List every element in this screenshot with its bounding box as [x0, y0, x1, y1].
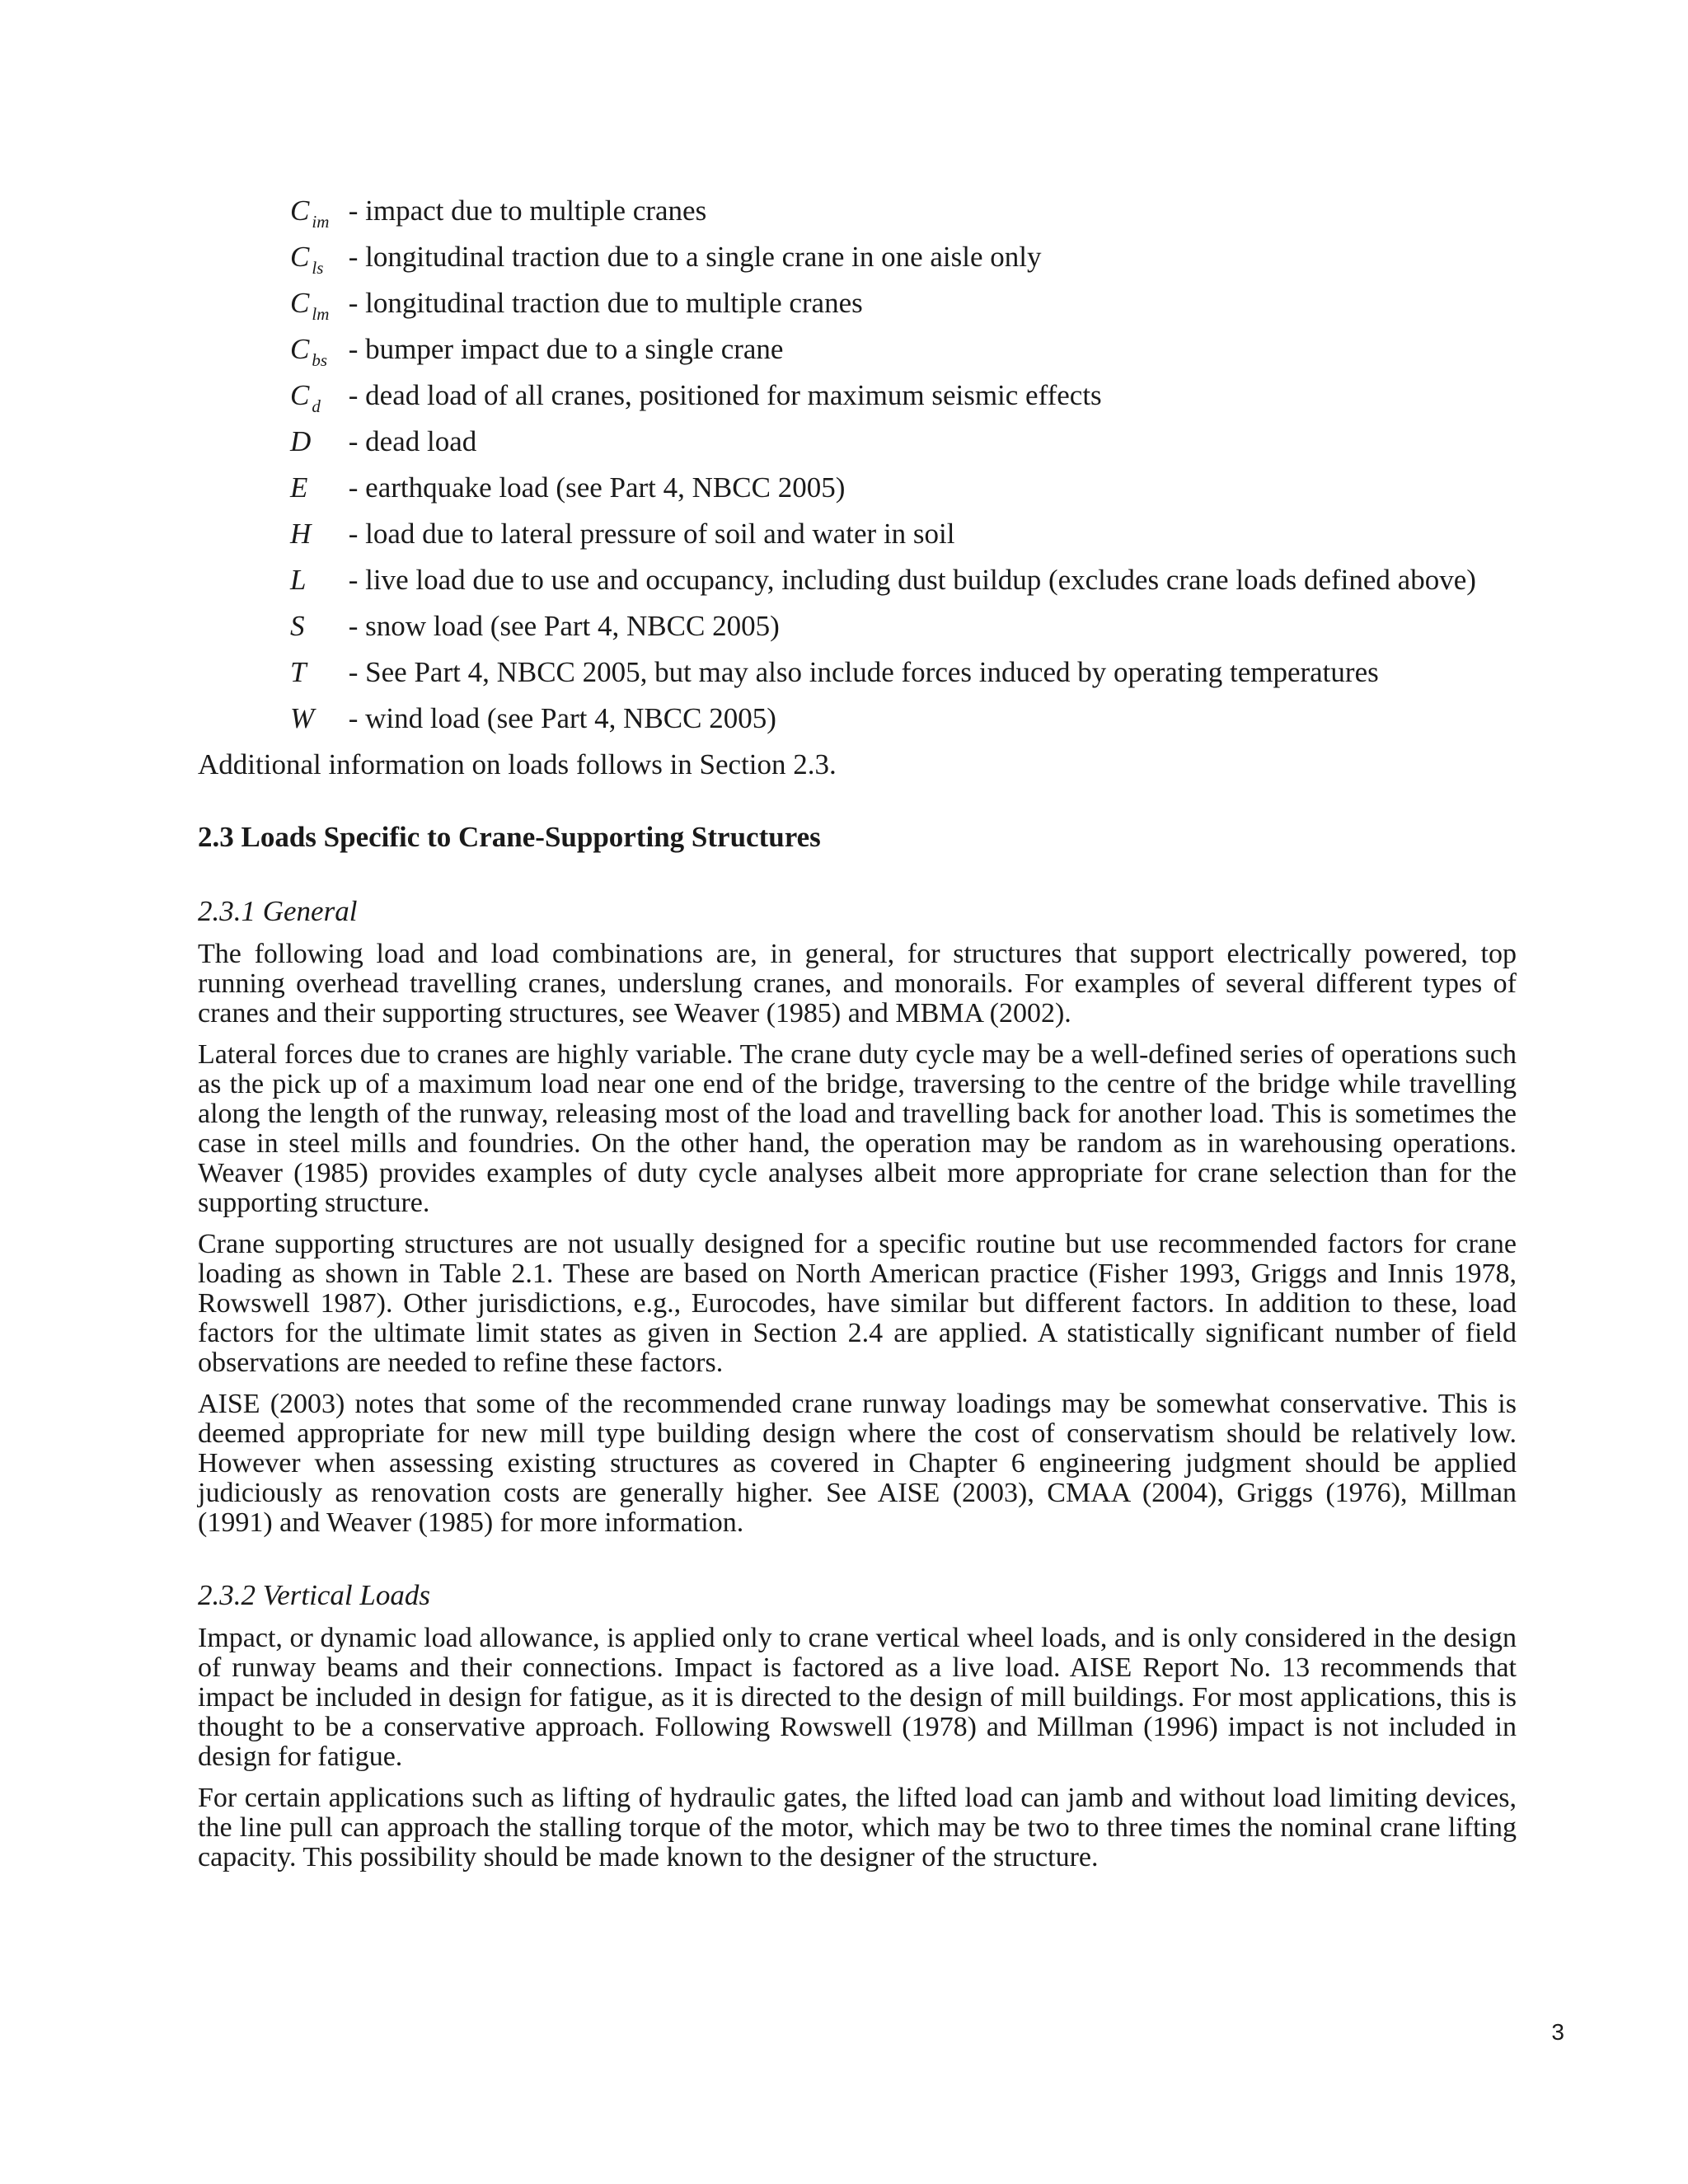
subsection-heading-vertical-loads: 2.3.2 Vertical Loads	[198, 1579, 430, 1611]
symbol: C $_d$	[290, 379, 321, 416]
paragraph: AISE (2003) notes that some of the recommended crane runway loadings may be somewhat conservative. This is deemed appropriate for new mill type building design where the cost of conservatism should be relatively low. However when assessing existing structures as covered in Chapter 6 engineering judgment should be applied judiciously as renovation costs are generally higher. See AISE (2003), CMAA (2004), Griggs (1976), Millman (1991) and Weaver (1985) for more information.	[198, 1389, 1517, 1538]
symbol: T	[290, 656, 307, 688]
symbol-row	[290, 696, 1517, 742]
symbol-description: - dead load of all cranes, positioned for maximum seismic effects	[348, 379, 1102, 411]
symbol-description: - longitudinal traction due to multiple cranes	[348, 287, 863, 319]
symbol-description: - live load due to use and occupancy, including dust buildup (excludes crane loads defined above)	[348, 564, 1476, 596]
symbol-row	[290, 603, 1517, 649]
paragraph: Crane supporting structures are not usually designed for a specific routine but use recommended factors for crane loading as shown in Table 2.1. These are based on North American practice (Fisher 1993, Griggs and Innis 1978, Rowswell 1987). Other jurisdictions, e.g., Eurocodes, have similar but different factors. In addition to these, load factors for the ultimate limit states as given in Section 2.4 are applied. A statistically significant number of field observations are needed to refine these factors.	[198, 1229, 1517, 1378]
symbol: L	[290, 564, 307, 596]
symbol-subscript: im	[312, 212, 330, 232]
symbol-description: - earthquake load (see Part 4, NBCC 2005)	[348, 471, 846, 504]
symbol-row	[290, 373, 1517, 419]
symbol-description: - bumper impact due to a single crane	[348, 333, 784, 365]
symbol: E	[290, 471, 308, 504]
symbol-description: - impact due to multiple cranes	[348, 194, 707, 227]
symbol: H	[290, 518, 312, 550]
symbol: C $_{bs}$	[290, 333, 328, 370]
symbol-row	[290, 649, 1517, 696]
symbol-description: - longitudinal traction due to a single crane in one aisle only	[348, 241, 1042, 273]
symbol-description: - wind load (see Part 4, NBCC 2005)	[348, 702, 776, 734]
load-symbol-list	[290, 188, 1517, 742]
symbol-row	[290, 419, 1517, 465]
symbol-row	[290, 326, 1517, 373]
symbol-row	[290, 465, 1517, 511]
page-content	[198, 188, 1517, 1884]
paragraph: For certain applications such as lifting of hydraulic gates, the lifted load can jamb and without load limiting devices, the line pull can approach the stalling torque of the motor, which may be two to three times the nominal crane lifting capacity. This possibility should be made known to the designer of the structure.	[198, 1783, 1517, 1872]
symbol-description: - See Part 4, NBCC 2005, but may also include forces induced by operating temperatures	[348, 656, 1379, 688]
symbol-row	[290, 511, 1517, 557]
symbol-description: - load due to lateral pressure of soil and water in soil	[348, 518, 955, 550]
page-number: 3	[1551, 2019, 1564, 2045]
symbol: C $_{ls}$	[290, 241, 324, 278]
symbol: D	[290, 425, 312, 457]
symbol-row	[290, 557, 1517, 603]
paragraph: Lateral forces due to cranes are highly variable. The crane duty cycle may be a well-defined series of operations such as the pick up of a maximum load near one end of the bridge, traversing to the centre of the bridge while travelling along the length of the runway, releasing most of the load and travelling back for another load. This is sometimes the case in steel mills and foundries. On the other hand, the operation may be random as in warehousing operations. Weaver (1985) provides examples of duty cycle analyses albeit more appropriate for crane selection than for the supporting structure.	[198, 1039, 1517, 1218]
symbol-subscript: d	[312, 396, 321, 416]
symbol: C $_{im}$	[290, 194, 330, 232]
symbol-subscript: bs	[312, 350, 328, 370]
symbol-subscript: lm	[312, 304, 330, 324]
symbol-description: - snow load (see Part 4, NBCC 2005)	[348, 610, 780, 642]
paragraph: The following load and load combinations are, in general, for structures that support electrically powered, top running overhead travelling cranes, underslung cranes, and monorails. For examples of several different types of cranes and their supporting structures, see Weaver (1985) and MBMA (2002).	[198, 939, 1517, 1029]
paragraph: Impact, or dynamic load allowance, is applied only to crane vertical wheel loads, and is only considered in the design of runway beams and their connections. Impact is factored as a live load. AISE Report No. 13 recommends that impact be included in design for fatigue, as it is directed to the design of mill buildings. For most applications, this is thought to be a conservative approach. Following Rowswell (1978) and Millman (1996) impact is not included in design for fatigue.	[198, 1623, 1517, 1772]
additional-info-text: Additional information on loads follows in Section 2.3.	[198, 748, 837, 780]
symbol: S	[290, 610, 305, 642]
symbol-subscript: ls	[312, 258, 324, 278]
symbol-row	[290, 188, 1517, 234]
symbol-row	[290, 234, 1517, 280]
symbol: C $_{lm}$	[290, 287, 330, 324]
section-heading: 2.3 Loads Specific to Crane-Supporting Structures	[198, 821, 821, 853]
symbol-row	[290, 280, 1517, 326]
subsection-heading-general: 2.3.1 General	[198, 895, 358, 927]
symbol-description: - dead load	[348, 425, 477, 457]
symbol: W	[290, 702, 315, 734]
